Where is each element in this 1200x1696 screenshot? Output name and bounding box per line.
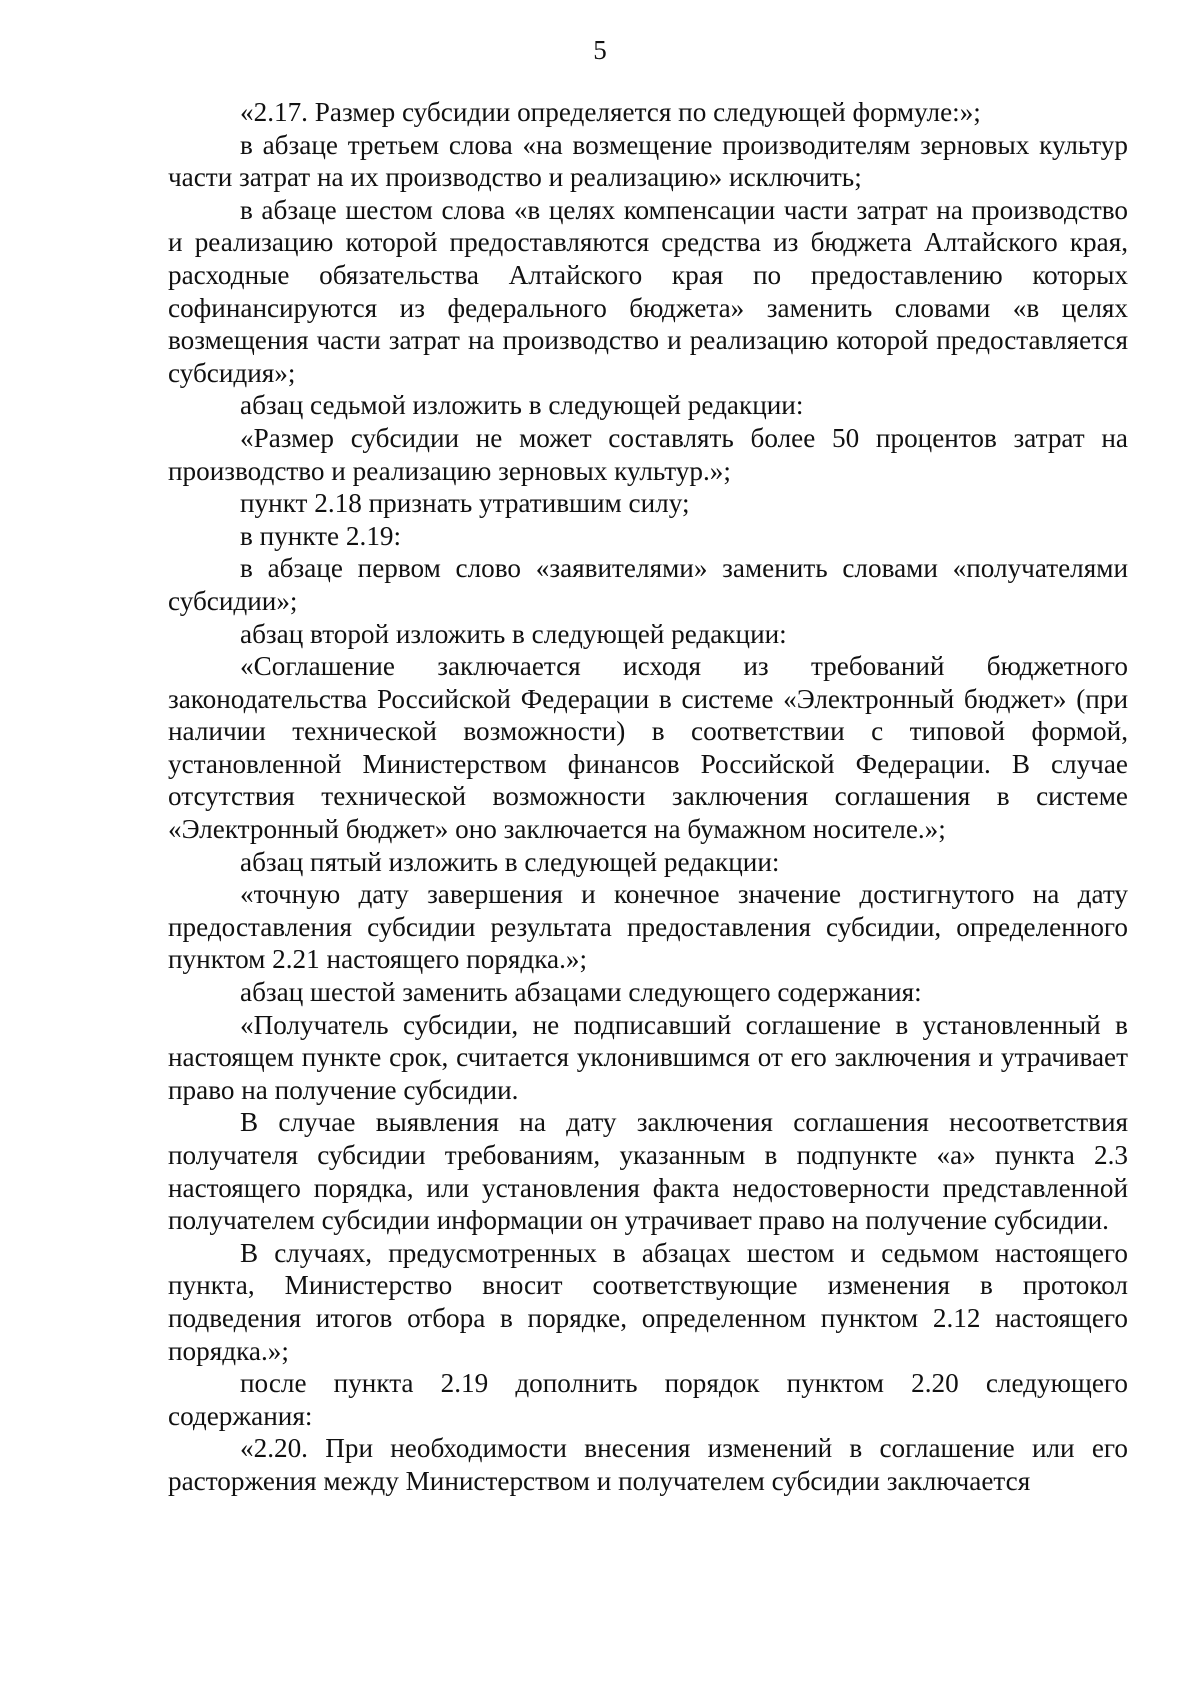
- paragraph: «Размер субсидии не может составлять более 50 процентов затрат на производство и реализацию зерновых культур.»;: [168, 422, 1128, 486]
- paragraph: «точную дату завершения и конечное значение достигнутого на дату предоставления субсидии результата предоставления субсидии, определенного пунктом 2.21 настоящего порядка.»;: [168, 879, 1128, 975]
- paragraph: пункт 2.18 признать утратившим силу;: [240, 488, 690, 519]
- paragraph: абзац второй изложить в следующей редакции:: [240, 618, 787, 649]
- paragraph: «2.20. При необходимости внесения изменений в соглашение или его расторжения между Министерством и получателем субсидии заключается: [168, 1433, 1128, 1496]
- paragraph: абзац седьмой изложить в следующей редакции:: [240, 390, 804, 421]
- paragraph: в абзаце первом слово «заявителями» заменить словами «получателями субсидии»;: [168, 553, 1128, 616]
- paragraph: «Соглашение заключается исходя из требований бюджетного законодательства Российской Федерации в системе «Электронный бюджет» (при наличии технической возможности) в соответствии с типовой формой, установленной Министерством финансов Российской Федерации. В случае отсутствия технической возможности заключения соглашения в системе «Электронный бюджет» оно заключается на бумажном носителе.»;: [168, 651, 1128, 845]
- document-body: [168, 96, 1128, 1498]
- paragraph: после пункта 2.19 дополнить порядок пунктом 2.20 следующего содержания:: [168, 1368, 1128, 1431]
- paragraph: В случае выявления на дату заключения соглашения несоответствия получателя субсидии требованиям, указанным в подпункте «а» пункта 2.3 настоящего порядка, или установления факта недостоверности представленной получателем субсидии информации он утрачивает право на получение субсидии.: [168, 1107, 1128, 1236]
- paragraph: «Получатель субсидии, не подписавший соглашение в установленный в настоящем пункте срок, считается уклонившимся от его заключения и утрачивает право на получение субсидии.: [168, 1009, 1128, 1105]
- paragraph: в абзаце третьем слова «на возмещение производителям зерновых культур части затрат на их производство и реализацию» исключить;: [168, 129, 1128, 193]
- paragraph: В случаях, предусмотренных в абзацах шестом и седьмом настоящего пункта, Министерство вносит соответствующие изменения в протокол подведения итогов отбора в порядке, определенном пунктом 2.12 настоящего порядка.»;: [168, 1237, 1128, 1366]
- paragraph: в абзаце шестом слова «в целях компенсации части затрат на производство и реализацию которой предоставляются средства из бюджета Алтайского края, расходные обязательства Алтайского края по предоставлению которых софинансируются из федерального бюджета» заменить словами «в целях возмещения части затрат на производство и реализацию которой предоставляется субсидия»;: [168, 194, 1128, 388]
- paragraph: «2.17. Размер субсидии определяется по следующей формуле:»;: [240, 97, 981, 127]
- paragraph: абзац шестой заменить абзацами следующего содержания:: [240, 977, 922, 1008]
- paragraph: в пункте 2.19:: [240, 520, 402, 551]
- paragraph: абзац пятый изложить в следующей редакции:: [240, 846, 780, 877]
- page-number: 5: [593, 35, 607, 65]
